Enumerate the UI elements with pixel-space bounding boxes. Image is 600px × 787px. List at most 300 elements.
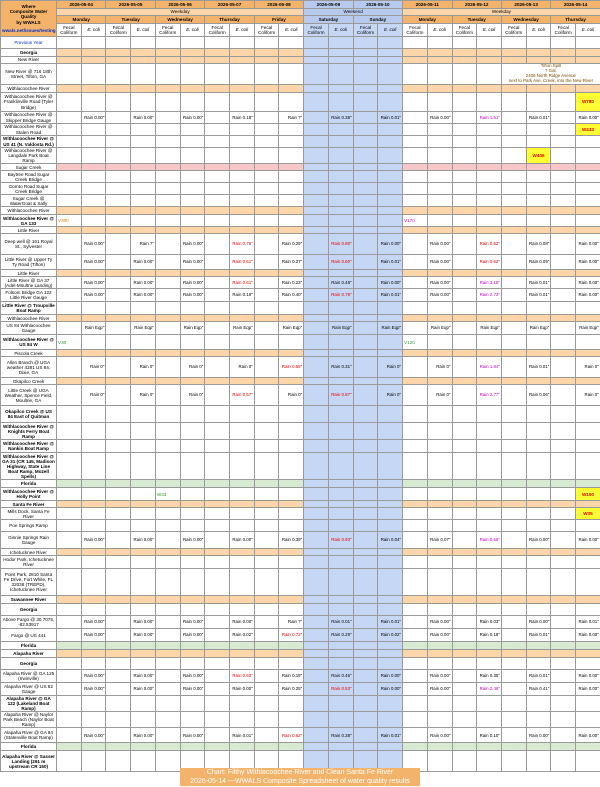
ecoli-header (131, 24, 156, 37)
date-header: 2026-05-12 (452, 1, 501, 9)
day-name-header: Monday (403, 16, 452, 24)
table-cell (230, 350, 255, 357)
table-cell (551, 195, 576, 207)
rain-value: Rain Eqp" (430, 325, 451, 331)
table-cell (427, 658, 452, 670)
table-cell (403, 37, 428, 49)
table-cell (477, 556, 502, 569)
table-cell (279, 57, 304, 64)
fecal-coliform-header: Fecal Coliform (57, 24, 82, 37)
table-cell (254, 93, 279, 112)
table-cell (81, 335, 106, 350)
table-cell (81, 696, 106, 712)
table-cell (180, 423, 205, 440)
table-cell (403, 378, 428, 385)
table-cell (551, 501, 576, 508)
table-cell (551, 596, 576, 604)
table-cell (304, 215, 329, 227)
table-cell (328, 440, 353, 453)
table-cell (155, 569, 180, 596)
rain-value: Rain 0.00" (232, 686, 253, 692)
table-cell (551, 357, 576, 378)
ecoli-header (526, 24, 551, 37)
table-cell (131, 64, 156, 85)
ecoli-label: E. coli (186, 27, 199, 33)
table-cell (304, 93, 329, 112)
location-okap84: Okapilco Creek @ US 84 East of Quitman (1, 406, 57, 423)
table-cell (205, 549, 230, 556)
table-cell (131, 520, 156, 532)
table-cell (501, 501, 526, 508)
table-cell (501, 488, 526, 501)
table-cell (328, 520, 353, 532)
table-cell (81, 549, 106, 556)
table-cell (378, 406, 403, 423)
table-cell (427, 650, 452, 658)
table-cell (81, 385, 106, 406)
table-cell (501, 136, 526, 148)
table-cell (501, 227, 526, 234)
table-cell (279, 302, 304, 315)
table-cell (180, 270, 205, 277)
table-cell (477, 520, 502, 532)
table-cell (57, 195, 82, 207)
table-cell (378, 728, 403, 743)
table-cell (526, 183, 551, 195)
table-cell (131, 277, 156, 289)
table-cell (501, 670, 526, 683)
previous-year-link[interactable]: Previous Year (14, 39, 43, 45)
rain-value: Rain Eqp" (134, 325, 154, 331)
table-cell (180, 57, 205, 64)
table-cell (230, 195, 255, 207)
table-cell (304, 124, 329, 136)
table-cell (180, 277, 205, 289)
rain-value: Rain 0.00" (84, 673, 105, 679)
table-cell (279, 350, 304, 357)
table-cell (57, 406, 82, 423)
table-cell (403, 549, 428, 556)
table-cell (353, 501, 378, 508)
table-cell (378, 501, 403, 508)
table-cell (526, 37, 551, 49)
table-cell (353, 532, 378, 549)
table-cell (230, 385, 255, 406)
table-cell (452, 255, 477, 270)
table-cell (81, 277, 106, 289)
table-cell (81, 136, 106, 148)
table-cell (279, 124, 304, 136)
table-cell (57, 453, 82, 480)
table-cell (57, 255, 82, 270)
table-cell (205, 488, 230, 501)
table-cell (403, 658, 428, 670)
table-cell (106, 322, 131, 335)
table-cell (131, 604, 156, 616)
table-cell (304, 350, 329, 357)
table-cell (551, 480, 576, 488)
table-cell (279, 112, 304, 124)
table-cell (279, 670, 304, 683)
table-cell (180, 302, 205, 315)
table-cell (106, 440, 131, 453)
table-cell (230, 85, 255, 93)
table-cell (427, 183, 452, 195)
date-header: 2026-05-09 (304, 1, 353, 9)
rain-value: Rain 0.02" (232, 632, 253, 638)
table-cell (526, 406, 551, 423)
table-cell (279, 650, 304, 658)
table-cell (279, 743, 304, 751)
table-cell (477, 616, 502, 629)
table-cell (279, 357, 304, 378)
table-cell (501, 650, 526, 658)
table-cell (526, 112, 551, 124)
table-cell (230, 508, 255, 520)
table-cell (378, 270, 403, 277)
table-cell (403, 357, 428, 378)
table-cell (526, 480, 551, 488)
table-cell (328, 488, 353, 501)
table-cell (279, 488, 304, 501)
table-cell (526, 136, 551, 148)
table-cell (378, 596, 403, 604)
location-florida3: Florida (1, 743, 57, 751)
table-cell (304, 604, 329, 616)
table-cell (279, 696, 304, 712)
rain-value: Rain 0.00" (182, 673, 204, 679)
table-cell (180, 488, 205, 501)
rain-value: Rain 0.62" (281, 732, 303, 738)
table-cell (452, 629, 477, 642)
table-cell (576, 549, 600, 556)
table-cell (230, 683, 255, 696)
table-cell (279, 423, 304, 440)
location-fargo441: Fargo @ US 441 (1, 629, 57, 642)
table-cell (279, 148, 304, 164)
table-cell (304, 480, 329, 488)
table-cell (180, 650, 205, 658)
table-cell (477, 596, 502, 604)
table-cell (279, 49, 304, 57)
table-cell (477, 650, 502, 658)
table-cell (230, 629, 255, 642)
location-folsom: Folsom Bridge GA 122 Little River Gauge (1, 289, 57, 302)
table-cell (551, 751, 576, 772)
table-cell (477, 195, 502, 207)
table-cell (477, 728, 502, 743)
table-cell (304, 315, 329, 322)
table-cell (526, 642, 551, 650)
table-cell (205, 508, 230, 520)
rain-value: Rain 0.39" (281, 537, 303, 543)
rain-value: Rain 0" (189, 392, 204, 398)
table-cell (328, 743, 353, 751)
table-cell (353, 642, 378, 650)
table-cell (403, 670, 428, 683)
table-cell (378, 683, 403, 696)
table-cell (254, 207, 279, 215)
table-cell (81, 501, 106, 508)
location-baytree: Baytree Road Sugar Creek Bridge (1, 171, 57, 183)
table-cell (477, 164, 502, 171)
table-cell (452, 64, 477, 85)
rain-value: Rain 0.53" (331, 686, 352, 692)
table-cell (501, 357, 526, 378)
table-cell (205, 604, 230, 616)
table-cell (230, 488, 255, 501)
table-cell (378, 453, 403, 480)
table-cell (427, 569, 452, 596)
table-cell (576, 350, 600, 357)
table-cell (131, 270, 156, 277)
table-cell (230, 670, 255, 683)
table-cell (180, 322, 205, 335)
table-cell (328, 629, 353, 642)
table-cell (106, 696, 131, 712)
table-cell (106, 385, 131, 406)
table-cell (230, 596, 255, 604)
weekday-label: Weekday (57, 9, 304, 16)
table-cell (427, 215, 452, 227)
table-cell (353, 440, 378, 453)
rain-value: Rain 0.57" (232, 392, 253, 398)
rain-value: Rain 0.00" (529, 537, 550, 543)
table-cell (353, 227, 378, 234)
table-cell (205, 215, 230, 227)
table-cell (403, 277, 428, 289)
table-cell (501, 215, 526, 227)
table-cell (279, 683, 304, 696)
table-cell (155, 596, 180, 604)
table-cell (576, 277, 600, 289)
table-cell (328, 171, 353, 183)
table-cell (106, 501, 131, 508)
table-cell (477, 49, 502, 57)
table-cell (180, 64, 205, 85)
table-cell (477, 171, 502, 183)
table-cell (328, 596, 353, 604)
table-cell (501, 378, 526, 385)
where-label: Where (21, 4, 36, 10)
rain-value: Rain 0.79" (331, 292, 352, 298)
table-cell (427, 357, 452, 378)
table-cell (205, 302, 230, 315)
location-georgia2: Georgia (1, 604, 57, 616)
table-cell (155, 440, 180, 453)
table-cell (378, 136, 403, 148)
sample-value: V30 (58, 339, 67, 345)
table-cell (452, 171, 477, 183)
table-cell (378, 85, 403, 93)
table-cell (477, 85, 502, 93)
table-cell (106, 658, 131, 670)
table-cell (180, 508, 205, 520)
rain-value: Rain 0.00" (430, 292, 451, 298)
table-cell (254, 712, 279, 728)
table-cell (304, 183, 329, 195)
table-cell (254, 277, 279, 289)
rain-value: Rain 0.00" (430, 673, 451, 679)
table-cell (551, 335, 576, 350)
table-cell (501, 335, 526, 350)
rain-value: Rain 0.00" (430, 114, 451, 120)
table-cell (304, 650, 329, 658)
table-cell (106, 728, 131, 743)
table-cell (57, 322, 82, 335)
table-cell (205, 322, 230, 335)
table-cell (230, 93, 255, 112)
table-cell (403, 136, 428, 148)
table-cell (155, 549, 180, 556)
table-cell (551, 270, 576, 277)
table-cell (403, 488, 428, 501)
table-cell (526, 93, 551, 112)
table-cell (403, 556, 428, 569)
table-cell (403, 743, 428, 751)
table-cell (57, 378, 82, 385)
table-cell (378, 289, 403, 302)
table-cell (452, 37, 477, 49)
table-cell (279, 37, 304, 49)
table-cell (551, 728, 576, 743)
location-ga31: Withlacoochee River @ GA 31 (CR 145, Madison Highway, State Line Boat Ramp, Mozell Spells) (2, 453, 55, 479)
rain-value: Rain 0.00" (380, 241, 402, 247)
table-cell (180, 569, 205, 596)
table-cell (501, 124, 526, 136)
table-cell (353, 728, 378, 743)
table-cell (81, 440, 106, 453)
weekday-label: Weekday (403, 9, 600, 16)
table-cell (452, 207, 477, 215)
table-cell (353, 423, 378, 440)
table-cell (254, 234, 279, 255)
table-cell (180, 670, 205, 683)
location-deepwell: Deep well @ 161 Royal St., Sylvester (1, 234, 57, 255)
table-cell (551, 549, 576, 556)
table-cell (477, 385, 502, 406)
table-cell (57, 357, 82, 378)
table-cell (328, 183, 353, 195)
rain-value: Rain 0.01" (380, 114, 402, 120)
table-cell (230, 728, 255, 743)
table-cell (230, 642, 255, 650)
fecal-coliform-header: Fecal Coliform (452, 24, 477, 37)
table-cell (57, 270, 82, 277)
table-cell (353, 171, 378, 183)
table-cell (452, 549, 477, 556)
table-cell (106, 596, 131, 604)
table-cell (155, 683, 180, 696)
table-cell (403, 227, 428, 234)
table-cell (254, 501, 279, 508)
table-cell (427, 164, 452, 171)
table-cell (57, 683, 82, 696)
rain-value: Rain 0.00" (430, 686, 451, 692)
rain-value: Rain 0" (436, 392, 451, 398)
table-cell (403, 183, 428, 195)
table-cell (427, 556, 452, 569)
table-cell (254, 289, 279, 302)
table-cell (452, 85, 477, 93)
table-cell (230, 423, 255, 440)
table-cell (576, 357, 600, 378)
table-cell (180, 85, 205, 93)
table-cell (81, 378, 106, 385)
ecoli-label: E. coli (285, 27, 298, 33)
table-cell (328, 650, 353, 658)
table-cell (81, 423, 106, 440)
rain-value: Rain 0.00" (578, 537, 599, 543)
location-langdale: Withlacoochee River @ Langdale Park Boat Ramp (1, 148, 57, 164)
table-cell (205, 480, 230, 488)
table-cell (576, 207, 600, 215)
table-cell (477, 112, 502, 124)
table-cell (106, 616, 131, 629)
table-cell (205, 501, 230, 508)
table-cell (279, 85, 304, 93)
rain-value: Rain 0" (386, 392, 402, 398)
table-cell (501, 148, 526, 164)
table-cell (477, 604, 502, 616)
table-cell (353, 712, 378, 728)
table-cell (501, 556, 526, 569)
table-cell (180, 378, 205, 385)
rain-value: Rain Eqp" (183, 325, 204, 331)
location-holly: Withlacoochee River @ Holly Point (1, 488, 57, 501)
rain-value: Rain 0.31" (331, 364, 352, 370)
table-cell (131, 423, 156, 440)
table-cell (576, 440, 600, 453)
table-cell (57, 423, 82, 440)
table-cell (81, 322, 106, 335)
table-cell (106, 164, 131, 171)
table-cell (477, 302, 502, 315)
table-cell (403, 440, 428, 453)
rain-value: Rain 0.01" (232, 732, 253, 738)
table-cell (155, 195, 180, 207)
location-florida: Florida (1, 480, 57, 488)
table-cell (254, 520, 279, 532)
table-cell (81, 289, 106, 302)
rain-value: Rain 0.41" (529, 686, 550, 692)
table-cell (378, 195, 403, 207)
table-cell (279, 440, 304, 453)
table-cell (205, 670, 230, 683)
table-cell (526, 227, 551, 234)
table-cell (353, 49, 378, 57)
table-cell (328, 335, 353, 350)
table-cell (427, 616, 452, 629)
table-cell (501, 207, 526, 215)
date-header: 2026-05-11 (403, 1, 452, 9)
site-link[interactable]: wwals.net/issues/testing (2, 27, 56, 33)
table-cell (353, 350, 378, 357)
table-cell (57, 508, 82, 520)
table-cell (328, 385, 353, 406)
table-cell (180, 501, 205, 508)
rain-value: Rain 0.02" (380, 632, 402, 638)
table-cell (353, 270, 378, 277)
table-cell (526, 335, 551, 350)
table-cell (378, 480, 403, 488)
location-withla3: Withlacoochee River (1, 315, 57, 322)
table-cell (526, 302, 551, 315)
table-cell (230, 357, 255, 378)
table-cell (526, 596, 551, 604)
table-cell (81, 227, 106, 234)
table-cell (205, 270, 230, 277)
